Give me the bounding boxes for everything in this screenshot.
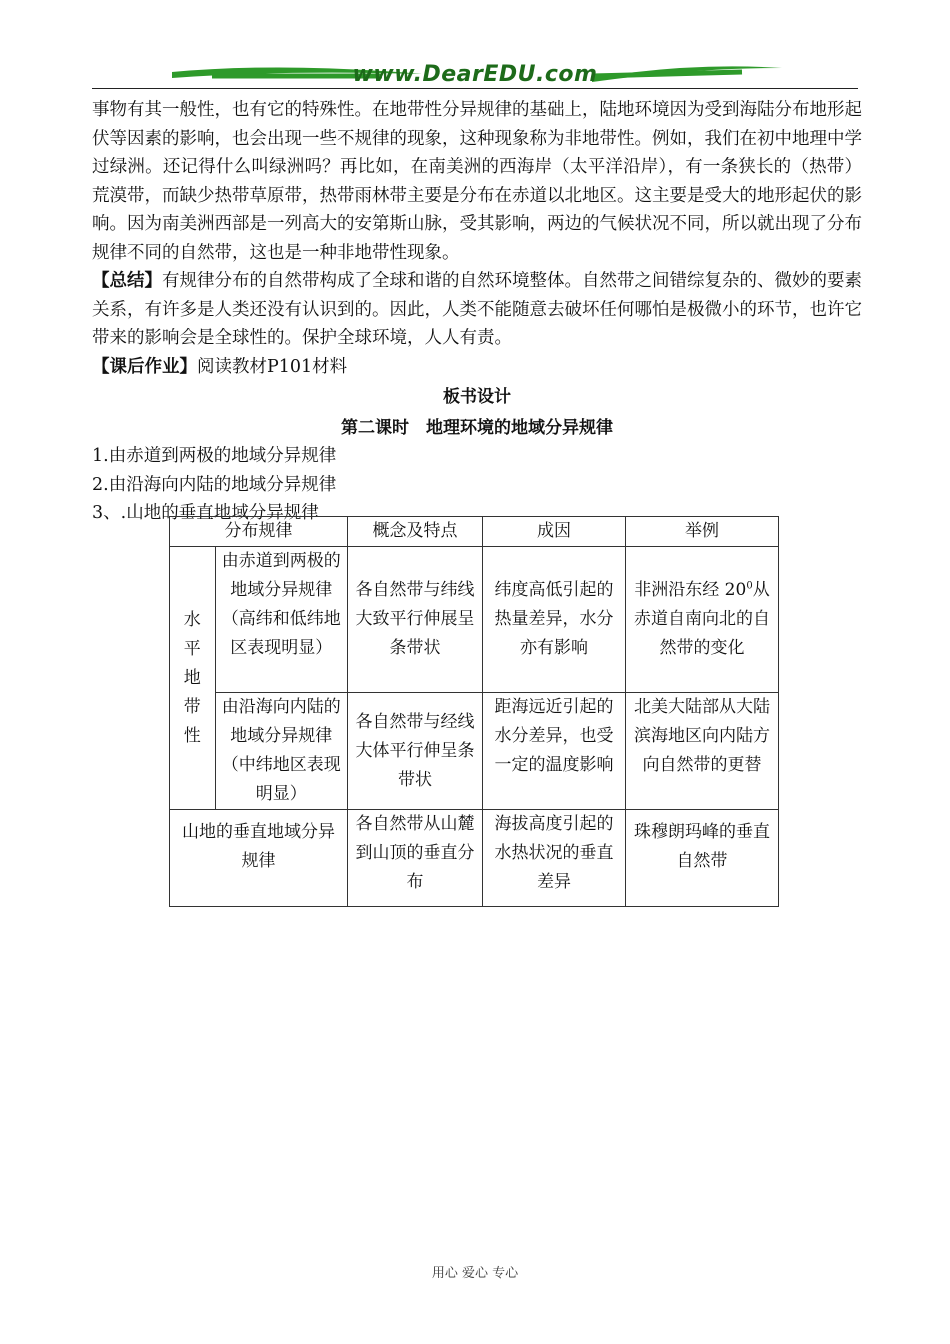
document-body [92, 96, 862, 528]
table-row [170, 693, 779, 810]
table-cell: 各自然带与纬线大致平行伸展呈条带状 [348, 547, 483, 693]
list-item: 3、.山地的垂直地域分异规律 [92, 503, 319, 523]
header-cell: 分布规律 [170, 517, 348, 547]
list-item: 2.由沿海向内陆的地域分异规律 [92, 474, 337, 495]
zonation-table [169, 516, 779, 907]
header-cell: 成因 [483, 517, 626, 547]
table-row [170, 810, 779, 907]
table-cell: 各自然带从山麓到山顶的垂直分布 [348, 810, 483, 907]
header-divider [92, 88, 858, 89]
table-cell: 北美大陆部从大陆滨海地区向内陆方向自然带的更替 [626, 693, 779, 810]
header-cell: 概念及特点 [348, 517, 483, 547]
table-cell: 海拔高度引起的水热状况的垂直差异 [483, 810, 626, 907]
paragraph-homework [92, 353, 862, 382]
page-footer: 用心 爱心 专心 [431, 1266, 519, 1281]
board-design-title: 板书设计 [443, 387, 511, 407]
table-cell: 山地的垂直地域分异规律 [170, 810, 348, 907]
homework-text: 阅读教材P101材料 [197, 356, 348, 377]
table-cell: 由沿海向内陆的地域分异规律（中纬地区表现明显） [215, 693, 347, 810]
homework-label: 【课后作业】 [92, 356, 197, 377]
table-cell: 由赤道到两极的地域分异规律（高纬和低纬地区表现明显） [215, 547, 347, 693]
table-cell: 珠穆朗玛峰的垂直自然带 [626, 810, 779, 907]
paragraph-non-zonal: 事物有其一般性，也有它的特殊性。在地带性分异规律的基础上，陆地环境因为受到海陆分布地形起伏等因素的影响，也会出现一些不规律的现象，这种现象称为非地带性。例如，我们在初中地理中学过绿洲。还记得什么叫绿洲吗？再比如，在南美洲的西海岸（太平洋沿岸），有一条狭长的（热带）荒漠带，而缺少热带草原带，热带雨林带主要是分布在赤道以北地区。这主要是受大的地形起伏的影响。因为南美洲西部是一列高大的安第斯山脉，受其影响，两边的气候状况不同，所以就出现了分布规律不同的自然带，这也是一种非地带性现象。 [92, 100, 862, 263]
header-cell: 举例 [626, 517, 779, 547]
table-cell: 各自然带与经线大体平行伸呈条带状 [348, 693, 483, 810]
list-item: 1.由赤道到两极的地域分异规律 [92, 446, 337, 466]
group-label-cell: 水平地带性 [170, 547, 216, 810]
lesson-title: 第二课时 地理环境的地域分异规律 [341, 417, 613, 438]
header-logo-banner [92, 58, 858, 92]
paragraph-summary [92, 267, 862, 353]
table-cell [626, 547, 779, 693]
site-logo-text: www.DearEDU.com [352, 62, 598, 87]
summary-text: 有规律分布的自然带构成了全球和谐的自然环境整体。自然带之间错综复杂的、微妙的要素关系，有许多是人类还没有认识到的。因此，人类不能随意去破坏任何哪怕是极微小的环节，也许它带来的影响会是全球性的。保护全球环境，人人有责。 [92, 271, 862, 348]
table-cell: 距海远近引起的水分差异，也受一定的温度影响 [483, 693, 626, 810]
table-cell: 纬度高低引起的热量差异，水分亦有影响 [483, 547, 626, 693]
summary-label: 【总结】 [92, 271, 162, 291]
degree-superscript: 0 [746, 580, 753, 592]
table-header-row [170, 517, 779, 547]
example-text: 非洲沿东经 20 [634, 580, 747, 600]
example-text-cont: 从赤道自南向北的自然带的变化 [634, 580, 770, 658]
table-row [170, 547, 779, 693]
